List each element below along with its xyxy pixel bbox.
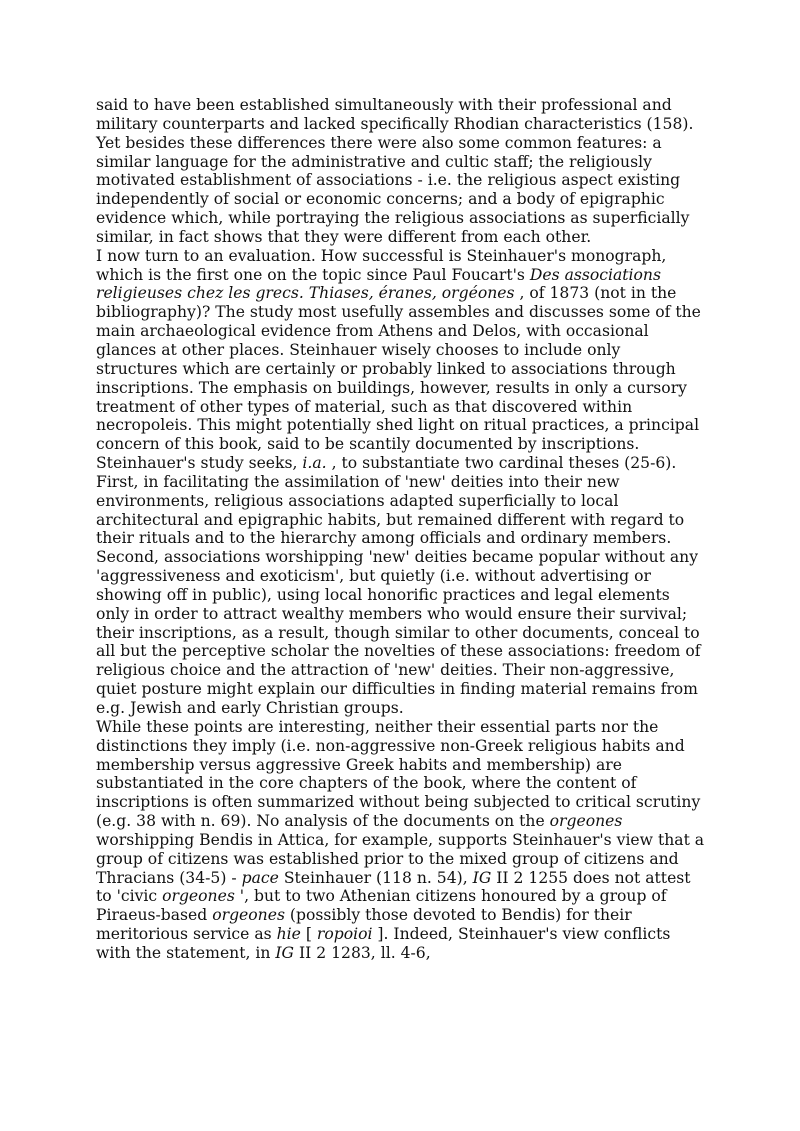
text-run: , to substantiate two cardinal theses (25-6). First, in facilitating the assimilation of 'new' deities into their new environments, religious associations adapted superficially to local architectural and epigraphic habits, but remained different with regard to their rituals and to the hierarchy among officials and ordinary members. Second, associations worshipping 'new' deities became popular without any 'aggressiveness and exoticism', but quietly (i.e. without advertising or showing off in public), using local honorific practices and legal elements only in order to attract wealthy members who would ensure their survival; their inscriptions, as a result, though similar to other documents, conceal to all but the perceptive scholar the novelties of these associations: freedom of religious choice and the attraction of 'new' deities. Their non-aggressive, quiet posture might explain our difficulties in finding material remains from e.g. Jewish and early Christian groups. [96, 454, 701, 717]
paragraph [96, 247, 706, 454]
italic-text-run: orgeones [212, 906, 285, 925]
paragraph [96, 718, 706, 963]
text-run: Steinhauer (118 n. 54), [278, 868, 473, 887]
italic-text-run: Des associations religieuses chez les grecs. Thiases, éranes, orgéones [96, 265, 661, 303]
text-run: (possibly those devoted to Bendis) for their meritorious service as [96, 906, 632, 944]
text-run: worshipping Bendis in Attica, for example, supports Steinhauer's view that a group of citizens was established prior to the mixed group of citizens and Thracians (34-5) - [96, 830, 705, 887]
italic-text-run: orgeones [162, 887, 235, 906]
text-run: II 2 1283, ll. 4-6, [294, 943, 431, 962]
italic-text-run: IG [275, 943, 295, 962]
italic-text-run: ropoioi [316, 925, 373, 944]
paragraph [96, 454, 706, 718]
paragraph [96, 96, 706, 247]
text-run: ', but to two Athenian citizens honoured by a group of Piraeus-based [96, 887, 667, 925]
text-run: I now turn to an evaluation. How successful is Steinhauer's monograph, which is the first one on the topic since Paul Foucart's [96, 246, 667, 284]
text-run: [ [300, 925, 317, 944]
document-page [96, 96, 706, 963]
italic-text-run: i.a. [302, 454, 327, 473]
text-run: II 2 1255 does not attest to 'civic [96, 868, 691, 906]
italic-text-run: hie [276, 925, 301, 944]
text-run: While these points are interesting, neither their essential parts nor the distinctions they imply (i.e. non-aggressive non-Greek religious habits and membership versus aggressive Greek habits and membership) are substantiated in the core chapters of the book, where the content of inscriptions is often summarized without being subjected to critical scrutiny (e.g. 38 with n. 69). No analysis of the documents on the [96, 717, 701, 831]
italic-text-run: IG [472, 868, 492, 887]
text-run: , of 1873 (not in the bibliography)? The study most usefully assembles and discusses some of the main archaeological evidence from Athens and Delos, with occasional glances at other places. Steinhauer wisely chooses to include only structures which are certainly or probably linked to associations through inscriptions. The emphasis on buildings, however, results in only a cursory treatment of other types of material, such as that discovered within necropoleis. This might potentially shed light on ritual practices, a principal concern of this book, said to be scantily documented by inscriptions. [96, 284, 701, 454]
text-run: said to have been established simultaneously with their professional and military counterparts and lacked specifically Rhodian characteristics (158). Yet besides these differences there were also some common features: a similar language for the administrative and cultic staff; the religiously motivated establishment of associations - i.e. the religious aspect existing independently of social or economic concerns; and a body of epigraphic evidence which, while portraying the religious associations as superficially similar, in fact shows that they were different from each other. [96, 96, 694, 246]
italic-text-run: pace [241, 868, 279, 887]
text-run: Steinhauer's study seeks, [96, 454, 303, 473]
italic-text-run: orgeones [549, 812, 623, 831]
text-run: ]. Indeed, Steinhauer's view conflicts with the statement, in [96, 925, 671, 962]
